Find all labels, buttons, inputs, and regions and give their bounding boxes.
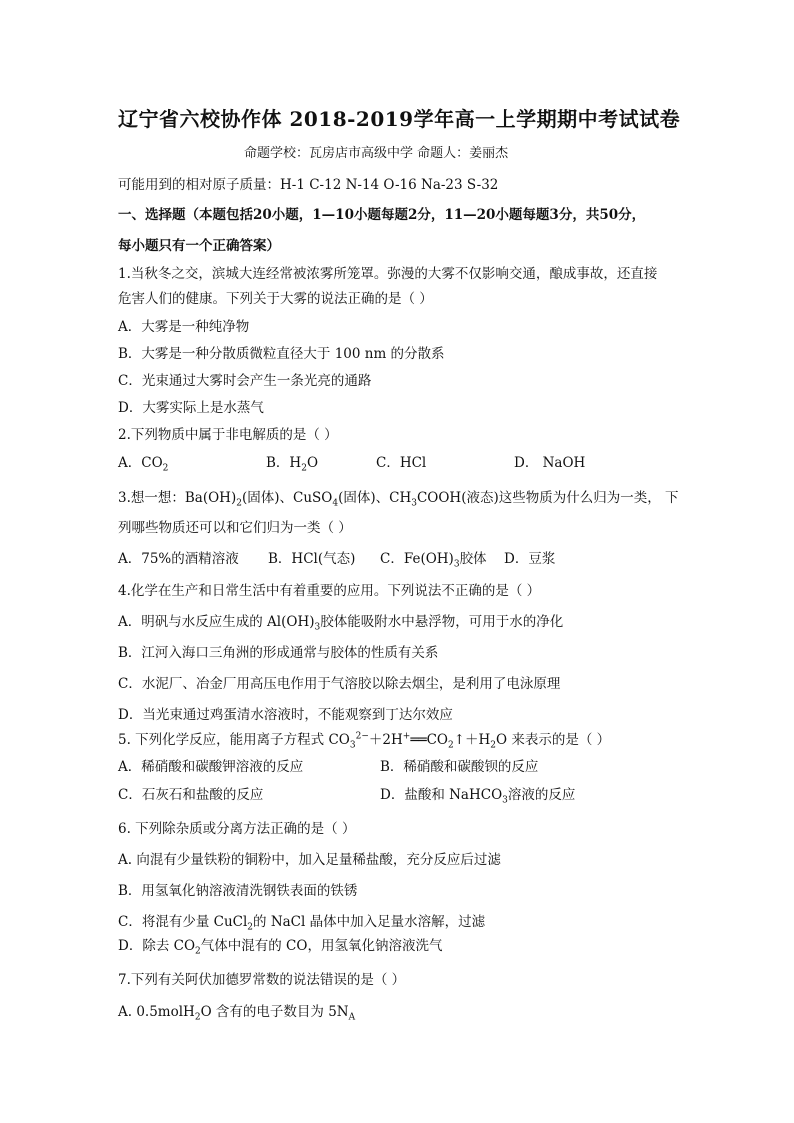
q6-option-b: B．用氢氧化钠溶液清洗钢铁表面的铁锈 [118,883,358,899]
q1-option-d: D．大雾实际上是水蒸气 [118,400,264,416]
q4-option-a: A．明矾与水反应生成的 $Al(OH)_3$胶体能吸附水中悬浮物，可用于水的净化 [118,614,564,633]
q6-stem: 6. 下列除杂质或分离方法正确的是（ ） [118,821,356,837]
q3-option-a: A．75%的酒精溶液 [118,551,239,567]
q1-stem-line1: 1.当秋冬之交，滨城大连经常被浓雾所笼罩。弥漫的大雾不仅影响交通，酿成事故，还直接 [118,266,658,282]
q4-option-c: C．水泥厂、冶金厂用高压电作用于气溶胶以除去烟尘，是利用了电泳原理 [118,676,561,692]
q6-option-d: D．除去 $CO_2$气体中混有的 CO，用氢氧化钠溶液洗气 [118,938,443,957]
q5-option-c: C．石灰石和盐酸的反应 [118,787,264,803]
q3-stem-line2: 列哪些物质还可以和它们归为一类（ ） [118,520,352,536]
q1-option-a: A．大雾是一种纯净物 [118,319,250,335]
q5-option-d: D．盐酸和 NaHCO$_3$溶液的反应 [380,787,576,806]
q1-option-c: C．光束通过大雾时会产生一条光亮的通路 [118,373,372,389]
q4-stem: 4.化学在生产和日常生活中有着重要的应用。下列说法不正确的是（ ） [118,583,541,599]
q5-option-a: A．稀硝酸和碳酸钾溶液的反应 [118,759,304,775]
q5-stem: 5. 下列化学反应，能用离子方程式 $CO_3^{2-}+2H^+══CO_2↑+H_2O$ 来表示的是（ ） [118,731,611,751]
q3-stem-line1: 3.想一想：$Ba(OH)_2$(固体)、CuSO$_4$(固体)、$CH_3COOH$(液态)这些物质为什么归为一类， 下 [118,490,679,509]
q7-stem: 7.下列有关阿伏加德罗常数的说法错误的是（ ） [118,972,406,988]
q3-option-b: B．HCl(气态) [268,551,356,567]
atomic-masses: 可能用到的相对原子质量：H-1 C-12 N-14 O-16 Na-23 S-32 [118,177,499,193]
q2-option-c: C．HCl [376,455,427,471]
q4-option-d: D．当光束通过鸡蛋清水溶液时，不能观察到丁达尔效应 [118,707,453,723]
q3-option-c: C．$Fe(OH)_3$胶体 [380,551,487,570]
q6-option-c: C．将混有少量 CuCl$_2$的 NaCl 晶体中加入足量水溶解，过滤 [118,914,486,933]
q1-option-b: B．大雾是一种分散质微粒直径大于 100 nm 的分散系 [118,346,445,362]
q7-option-a: A. 0.5molH$_2$O 含有的电子数目为 $5N_A$ [118,1004,356,1023]
exam-title: 辽宁省六校协作体 2018-2019学年高一上学期期中考试试卷 [118,107,681,131]
q2-option-b: B．$H_2O$ [266,455,319,474]
section-heading-line2: 每小题只有一个正确答案） [118,238,280,254]
q2-stem: 2.下列物质中属于非电解质的是（ ） [118,427,338,443]
q3-option-d: D．豆浆 [504,551,556,567]
q4-option-b: B．江河入海口三角洲的形成通常与胶体的性质有关系 [118,645,439,661]
q1-stem-line2: 危害人们的健康。下列关于大雾的说法正确的是（ ） [118,291,433,307]
q2-option-d: D． NaOH [514,455,586,471]
q6-option-a: A. 向混有少量铁粉的铜粉中，加入足量稀盐酸，充分反应后过滤 [118,852,501,868]
q5-option-b: B．稀硝酸和碳酸钡的反应 [380,759,539,775]
q2-option-a: A．$CO_2$ [118,455,169,474]
exam-meta: 命题学校：瓦房店市高级中学 命题人：姜丽杰 [244,146,509,161]
section-heading-line1: 一、选择题（本题包括20小题，1—10小题每题2分，11—20小题每题3分，共50分， [118,207,646,223]
